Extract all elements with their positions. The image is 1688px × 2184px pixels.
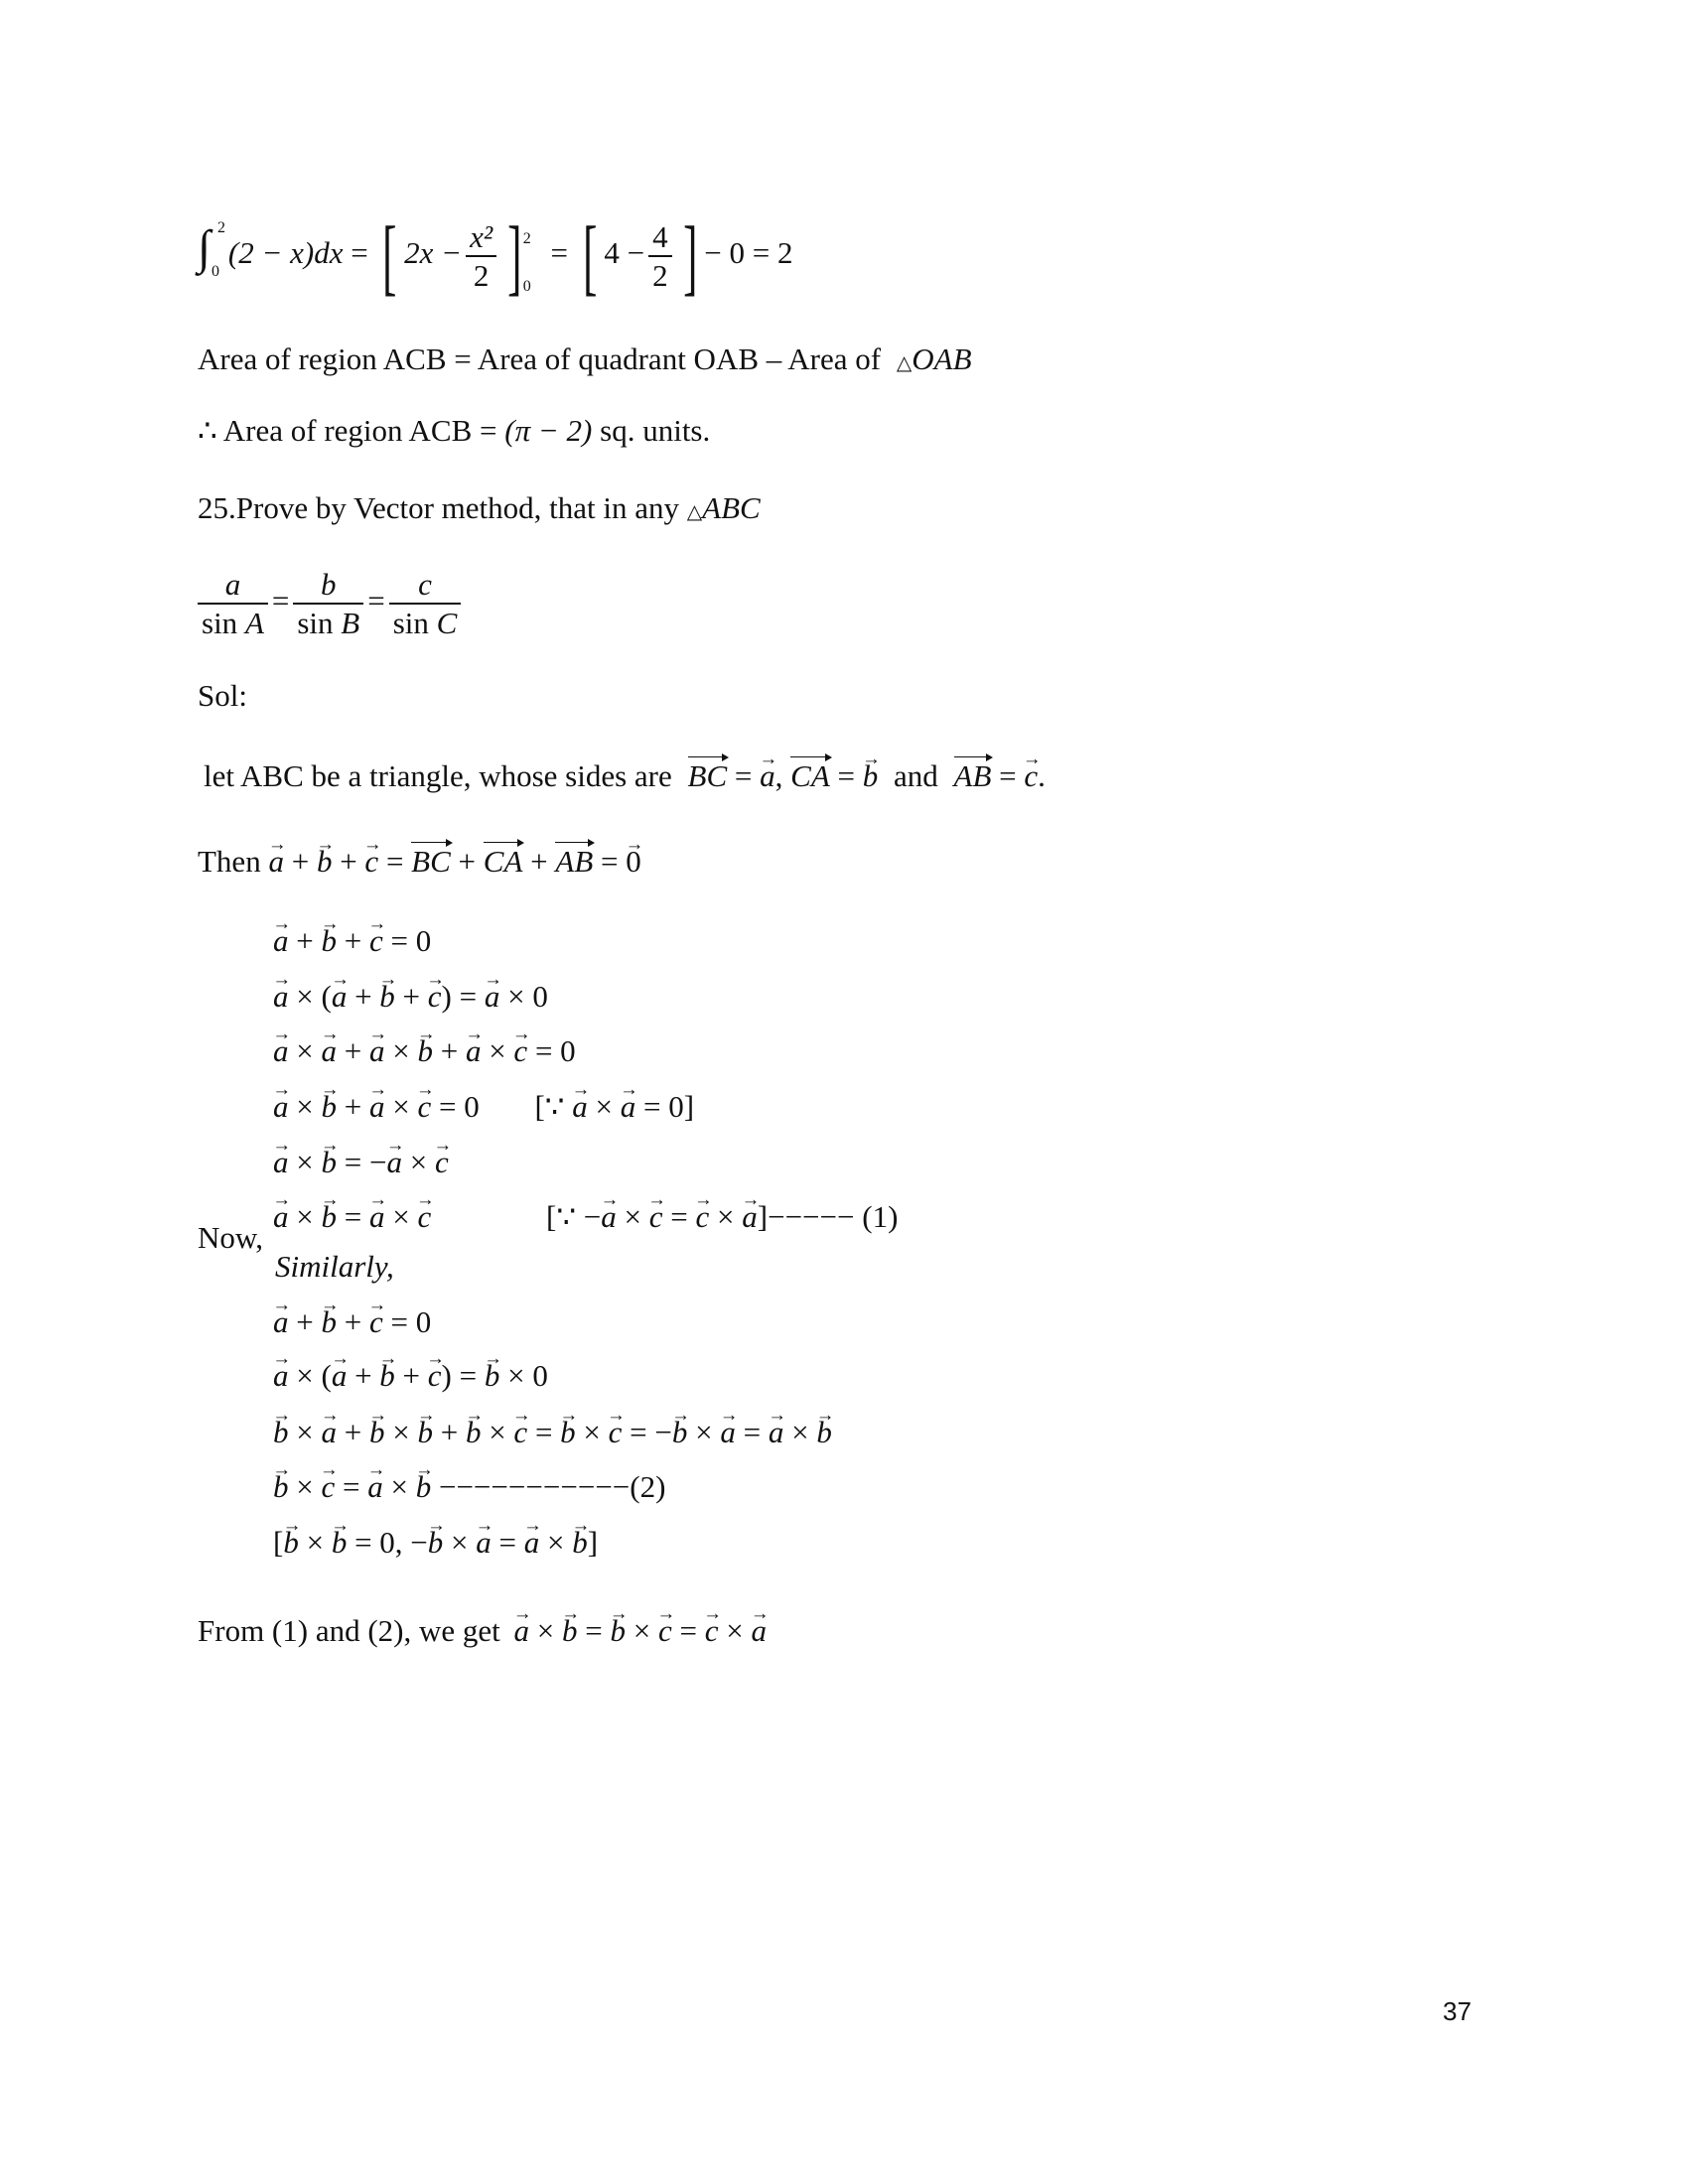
sine-rule: $\frac{a}{\text{sin A}}$ = $\frac{b}{\text{sin B}}$ = $\frac{c}{\text{sin C}}$ (198, 566, 465, 641)
left-bracket: [ (582, 208, 598, 304)
area-statement: Area of region ACB = Area of quadrant OAB – Area of △OAB (198, 341, 972, 376)
step-2: → a × (→ a + → b + → c) = → a × 0 (273, 981, 548, 1012)
integral-sign: ∫ (198, 221, 211, 275)
fraction: $\frac{\text{x²}}{2}$ (466, 218, 496, 294)
right-bracket: ] (682, 208, 698, 304)
step-5: → a × → b = −→ a × → c (273, 1147, 449, 1177)
triangle-icon: △ (896, 352, 913, 374)
step-11: [→ b × → b = 0, −→ b × → a = → a × → b] (273, 1527, 598, 1558)
fraction-b: $\frac{b}{\text{sin B}}$ (293, 566, 363, 641)
equation-label-2: (2) (630, 1469, 666, 1504)
page-number: 37 (1443, 1996, 1472, 2026)
fraction: $\frac{4}{2}$ (648, 218, 672, 294)
step-9: → b × → a + → b × → b + → b × → c = → b × → c = −→ b × → a = → a × → b (273, 1417, 832, 1447)
area-result: ∴ Area of region ACB = (π − 2) sq. units. (198, 413, 711, 448)
right-bracket: ] (507, 208, 522, 304)
step-1: → a + → b + → c = 0 (273, 925, 431, 956)
triangle-icon: △ (686, 501, 703, 523)
step-7: → a + → b + → c = 0 (273, 1306, 431, 1337)
question-25: 25.Prove by Vector method, that in any △ABC (198, 490, 761, 525)
integral-equation: ∫ 2 0 (2 − x)dx = [ 2x − $\frac{\text{x²}}{2}$ ] 2 0 = [ 4 − $\frac{4}{2}$ ] − 0 = 2 (198, 208, 793, 304)
fraction-c: $\frac{c}{\text{sin C}}$ (389, 566, 462, 641)
then-statement: Then → a + → b + → c = BC + CA + AB = → 0 (198, 846, 641, 877)
step-4: → a × → b + → a × → c = 0 [∵ → a × → a = 0] (273, 1091, 694, 1122)
similarly-label: Similarly, (275, 1249, 394, 1284)
step-6: → a × → b = → a × → c [∵ −→ a × → c = → c × → a]−−−−− (1) (273, 1201, 431, 1232)
fraction-a: $\frac{a}{\text{sin A}}$ (198, 566, 268, 641)
now-label: Now, (198, 1220, 264, 1255)
let-statement: let ABC be a triangle, whose sides are BC = → a, CA = → b and AB = → c. (204, 760, 1046, 791)
step-8: → a × (→ a + → b + → c) = → b × 0 (273, 1360, 548, 1391)
solution-label: Sol: (198, 678, 247, 713)
equation-label-1: (1) (862, 1199, 899, 1234)
left-bracket: [ (382, 208, 397, 304)
step-10: → b × → c = → a × → b −−−−−−−−−−−(2) (273, 1471, 665, 1502)
step-3: → a × → a + → a × → b + → a × → c = 0 (273, 1035, 576, 1066)
conclusion: From (1) and (2), we get → a × → b = → b × → c = → c × → a (198, 1615, 767, 1646)
